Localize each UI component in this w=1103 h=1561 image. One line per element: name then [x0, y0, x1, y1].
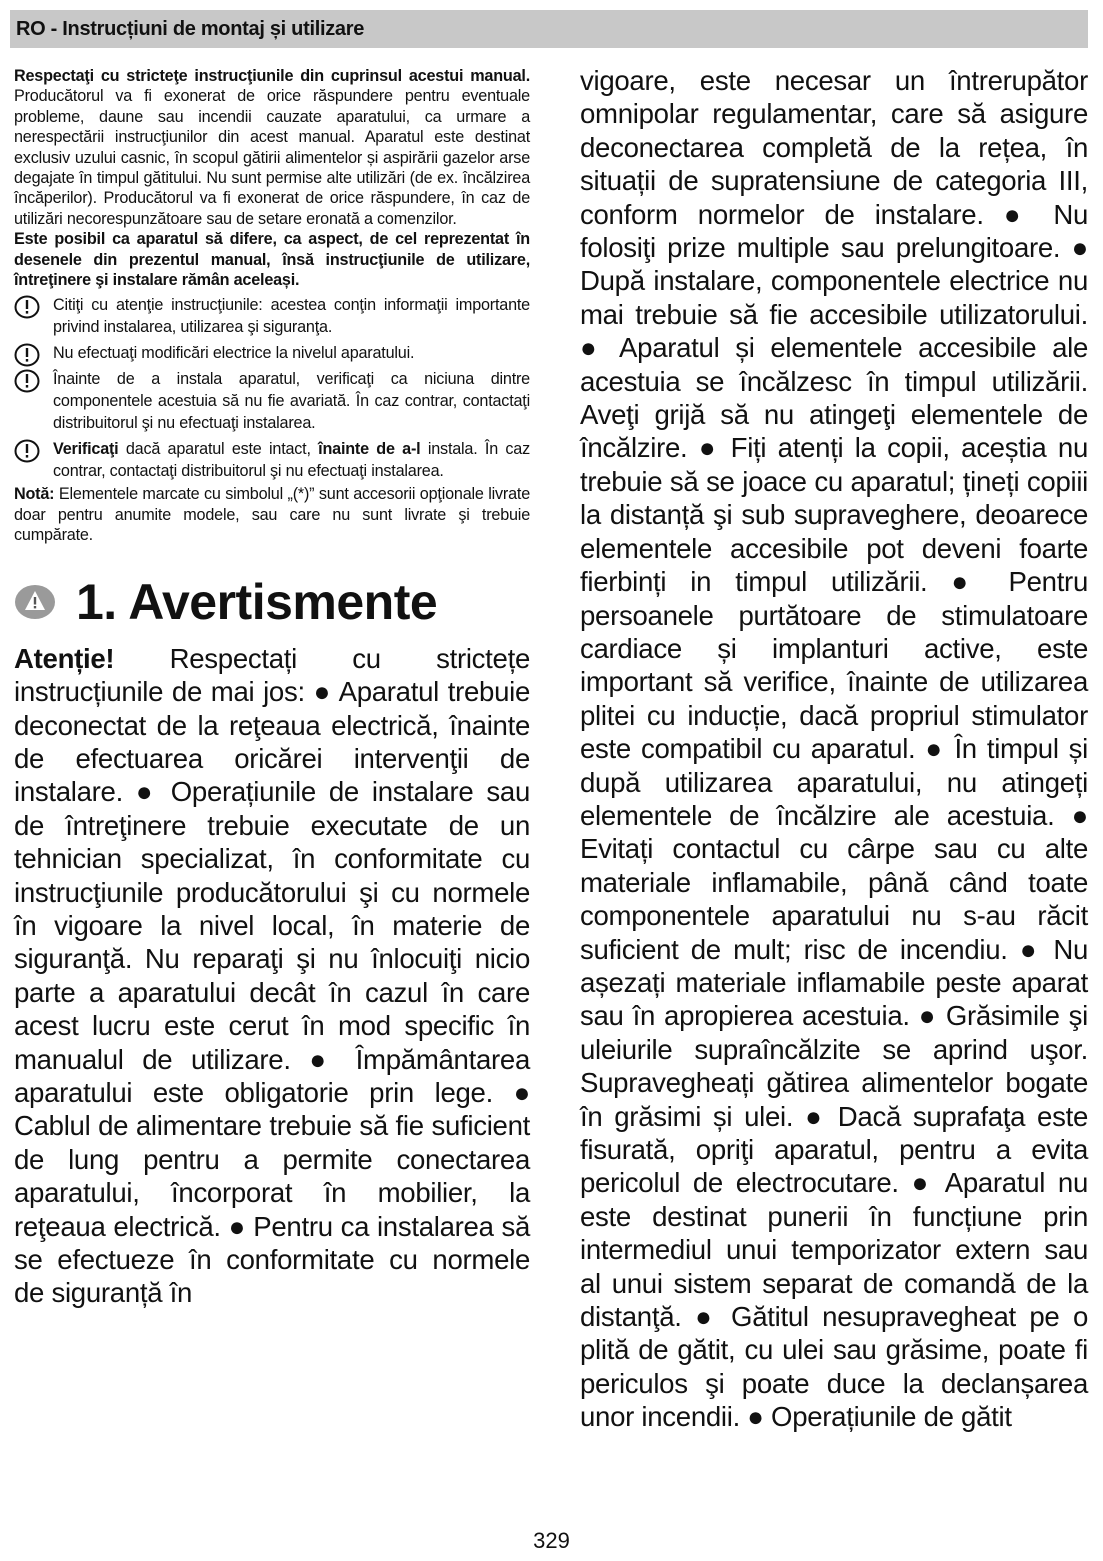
note-text: Elementele marcate cu simbolul „(*)” sunt accesorii opţionale livrate doar pentru anumite modele, sau care nu sunt livrate şi trebuie cumpărate.: [14, 485, 530, 545]
intro-bold-lead: Respectaţi cu stricteţe instrucţiunile din cuprinsul acestui manual.: [14, 67, 530, 85]
attention-circle-icon: [14, 343, 40, 367]
warning-item-3: [14, 368, 530, 434]
warning-item-4: [14, 438, 530, 482]
page-number: 329: [533, 1528, 570, 1553]
warning-text-3: Înainte de a instala aparatul, verificaţi ca niciuna dintre componentele acestuia să nu fie avariată. În caz contrar, contactaţi distribuitorul şi nu efectuaţi instalarea.: [53, 370, 530, 433]
warning-bold-verificati: Verificaţi: [53, 440, 119, 459]
warning-text-4a: dacă aparatul este intact,: [118, 440, 319, 459]
intro-paragraph-1: [14, 66, 530, 229]
warnings-body-left: [14, 642, 530, 1310]
note-block: [14, 484, 530, 545]
warning-item-1: [14, 294, 530, 338]
attention-circle-icon: [14, 295, 40, 319]
warnings-text-left: Respectați cu strictețe instrucțiunile de mai jos: ● Aparatul trebuie deconectat de la reţeaua electrică, înainte de efectuarea oricărei intervenţii de instalare. ● Operațiunile de instalare sau de întreţinere trebuie executate de un tehnician specializat, în conformitate cu instrucţiunile producătorului şi cu normele în vigoare la nivel local, în materie de siguranţă. Nu reparaţi şi nu înlocuiţi nicio parte a aparatului decât în cazul în care acest lucru este cerut în mod specific în manualul de utilizare. ● Împământarea aparatului este obligatorie prin lege. ● Cablul de alimentare trebuie să fie suficient de lung pentru a permite conectarea aparatului, încorporat în mobilier, la reţeaua electrică. ● Pentru ca instalarea să se efectueze în conformitate cu normele de siguranță în: [14, 642, 530, 1309]
warning-text-1: Citiţi cu atenţie instrucţiunile: acestea conţin informaţii importante privind instalarea, utilizarea şi siguranţa.: [53, 296, 530, 337]
attention-circle-icon: [14, 369, 40, 393]
attention-circle-icon: [14, 439, 40, 463]
warning-bold-inainte: înainte de a-l: [318, 440, 421, 459]
intro-block: [14, 66, 530, 290]
intro-paragraph-2: [14, 229, 530, 290]
warning-triangle-icon: [14, 583, 56, 621]
warning-text-4b: instala. În caz contrar, contactaţi distribuitorul şi nu efectuaţi instalarea.: [53, 440, 530, 481]
section-title: 1. Avertismente: [76, 573, 438, 630]
intro-text: Producătorul va fi exonerat de orice răspundere pentru eventuale probleme, daune sau incendii cauzate aparatului, ca urmare a nerespectării instrucţiunilor din acest manual. Aparatul este destinat exclusiv uzului casnic, în scopul gătirii alimentelor și aspirării gazelor arse degajate în timpul gătitului. Nu sunt permise alte utilizări (de ex. încălzirea încăperilor). Producătorul va fi exonerat de orice răspundere, în caz de utilizări necorespunzătoare sau de setare eronată a comenzilor.: [14, 87, 530, 228]
note-label: Notă:: [14, 485, 55, 504]
section-heading: [14, 574, 530, 630]
attention-lead: Atenție!: [14, 642, 115, 674]
left-column: [14, 66, 530, 1310]
header-title: RO - Instrucțiuni de montaj și utilizare: [16, 18, 365, 40]
warning-text-2: Nu efectuaţi modificări electrice la nivelul aparatului.: [53, 344, 415, 363]
right-column: [580, 64, 1088, 1434]
intro-bold-note: Este posibil ca aparatul să difere, ca aspect, de cel reprezentat în desenele din prezentul manual, însă instrucţiunile de utilizare, întreţinere şi instalare rămân aceleași.: [14, 230, 530, 290]
warnings-body-right: vigoare, este necesar un întrerupător omnipolar regulamentar, care să asigure deconectarea completă de la rețea, în situații de supratensiune de categoria III, conform normelor de instalare. ● Nu folosiţi prize multiple sau prelungitoare. ● După instalare, componentele electrice nu mai trebuie să fie accesibile utilizatorului. ● Aparatul și elementele accesibile ale acestuia se încălzesc în timpul utilizării. Aveţi grijă să nu atingeţi elementele de încălzire. ● Fiți atenți la copii, aceștia nu trebuie să se joace cu aparatul; țineți copiii la distanță şi sub supraveghere, deoarece elementele accesibile pot deveni foarte fierbinți in timpul utilizării. ● Pentru persoanele purtătoare de stimulatoare cardiace și implanturi active, este important să verifice, înainte de utilizarea plitei cu inducție, dacă propriul stimulator este compatibil cu aparatul. ● În timpul și după utilizarea aparatului, nu atingeți elementele de încălzire ale acestuia. ● Evitați contactul cu cârpe sau cu alte materiale inflamabile, până când toate componentele aparatului nu s-au răcit suficient de mult; risc de incendiu. ● Nu așezați materiale inflamabile peste aparat sau în apropierea acestuia. ● Grăsimile şi uleiurile supraîncălzite se aprind uşor. Supravegheați gătirea alimentelor bogate în grăsimi și ulei. ● Dacă suprafaţa este fisurată, opriţi aparatul, pentru a evita pericolul de electrocutare. ● Aparatul nu este destinat punerii în funcțiune prin intermediul unui temporizator extern sau al unui sistem separat de comandă de la distanţă. ● Gătitul nesupravegheat pe o plită de gătit, cu ulei sau grăsime, poate fi periculos şi poate duce la declanșarea unor incendii. ● Operațiunile de gătit: [580, 65, 1088, 1433]
warning-item-2: [14, 342, 530, 364]
page-header: [10, 10, 1088, 48]
